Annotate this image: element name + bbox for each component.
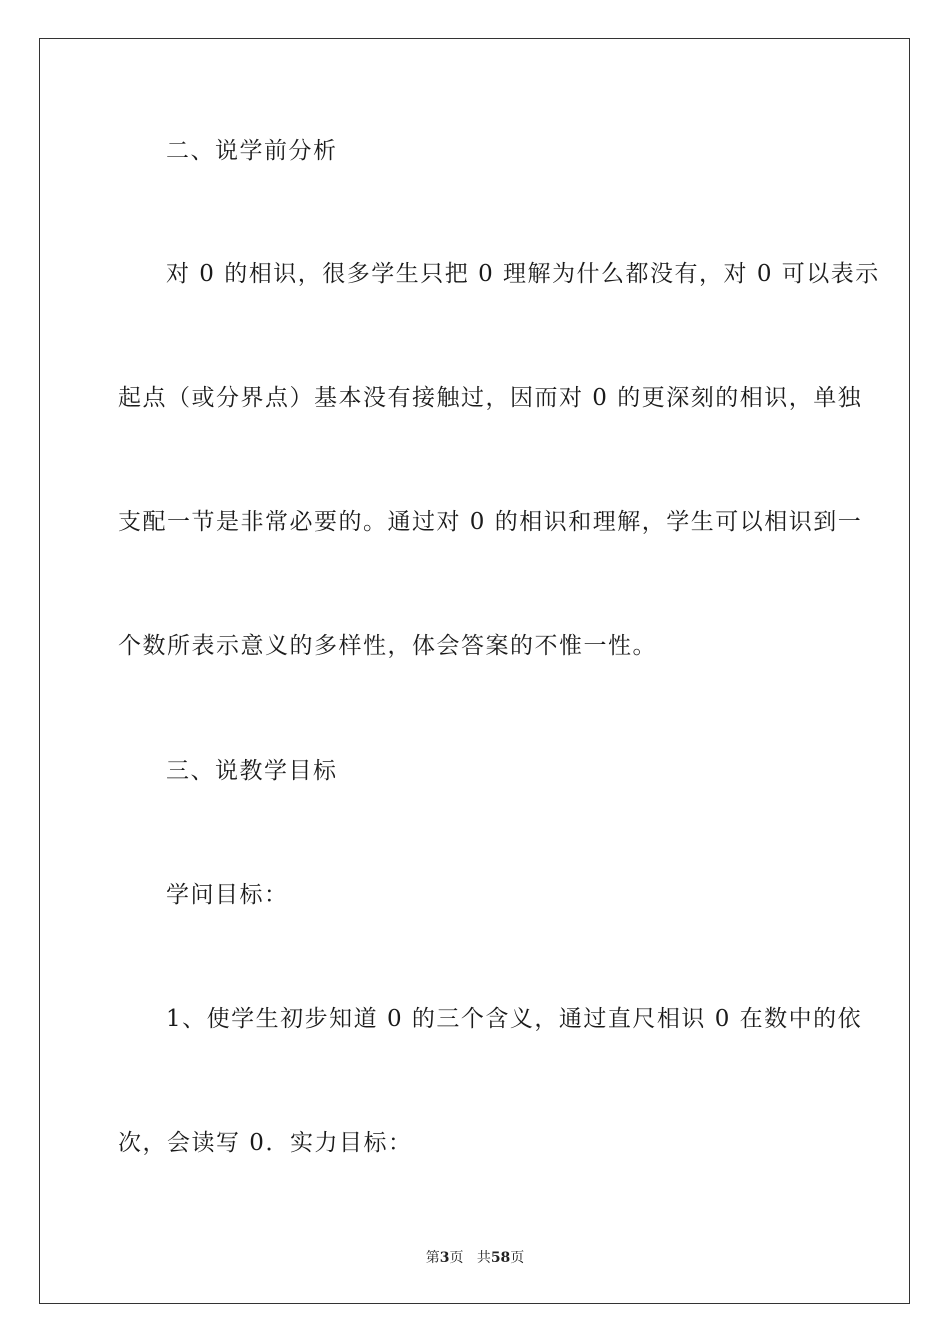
paragraph-line: 次，会读写 0．实力目标： [118,1130,413,1156]
paragraph-line: 起点（或分界点）基本没有接触过，因而对 0 的更深刻的相识，单独 [118,385,863,411]
footer-total-prefix: 共 [476,1250,491,1266]
footer-page-prefix: 第 [425,1250,440,1266]
subheading-knowledge-goal: 学问目标： [166,882,289,908]
page-border [39,38,910,1304]
paragraph-line: 支配一节是非常必要的。通过对 0 的相识和理解，学生可以相识到一 [118,509,863,535]
paragraph-line: 对 0 的相识，很多学生只把 0 理解为什么都没有，对 0 可以表示 [166,261,880,287]
section-heading-3: 三、说教学目标 [166,758,338,784]
footer-total-pages: 58 [490,1250,511,1266]
section-heading-2: 二、说学前分析 [166,138,338,164]
paragraph-line: 个数所表示意义的多样性，体会答案的不惟一性。 [118,633,657,659]
paragraph-line: 1、使学生初步知道 0 的三个含义，通过直尺相识 0 在数中的依 [166,1006,863,1032]
footer-page-suffix: 页 [449,1250,464,1266]
footer-total-suffix: 页 [510,1250,525,1266]
footer-page-number: 3 [439,1250,450,1266]
page-footer [0,1247,950,1267]
